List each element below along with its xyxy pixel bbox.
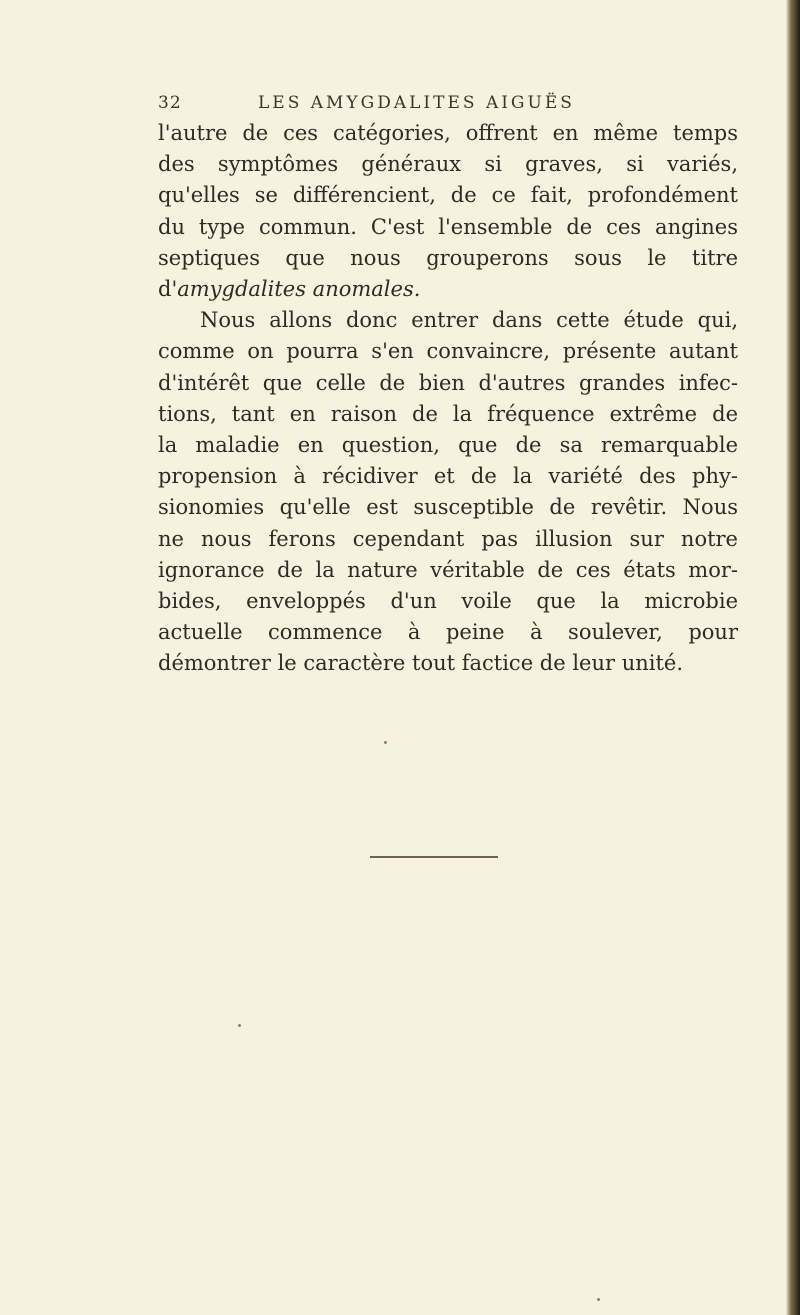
text-line: du type commun. C'est l'ensemble de ces angines — [158, 214, 738, 239]
text-line: la maladie en question, que de sa remarquable — [158, 433, 738, 458]
paper-speck — [384, 741, 387, 744]
text-fragment: d' — [158, 277, 178, 302]
text-line: démontrer le caractère tout factice de leur unité. — [158, 651, 684, 676]
text-line: d'intérêt que celle de bien d'autres grandes infec- — [158, 370, 738, 395]
text-line: ignorance de la nature véritable de ces états mor- — [158, 557, 738, 582]
text-line: ne nous ferons cependant pas illusion sur notre — [158, 526, 738, 551]
italic-term: amygdalites anomales. — [177, 277, 421, 302]
paragraph-2 — [158, 305, 738, 679]
running-title: LES AMYGDALITES AIGUËS — [258, 93, 575, 113]
text-line: tions, tant en raison de la fréquence extrême de — [158, 401, 738, 426]
text-line: bides, enveloppés d'un voile que la microbie — [158, 589, 738, 614]
text-line — [158, 274, 738, 305]
text-line: propension à récidiver et de la variété des phy- — [158, 464, 738, 489]
page-edge-shadow — [786, 0, 800, 1315]
text-line: actuelle commence à peine à soulever, pour — [158, 620, 738, 645]
text-line: qu'elles se différencient, de ce fait, profondément — [158, 183, 738, 208]
section-rule — [370, 856, 498, 858]
paragraph-1 — [158, 118, 738, 305]
text-line: des symptômes généraux si graves, si variés, — [158, 152, 738, 177]
text-line: comme on pourra s'en convaincre, présente autant — [158, 339, 738, 364]
page-number: 32 — [158, 93, 182, 113]
text-line: septiques que nous grouperons sous le titre — [158, 245, 738, 270]
text-line: Nous allons donc entrer dans cette étude qui, — [200, 308, 738, 333]
text-line: sionomies qu'elle est susceptible de revêtir. Nous — [158, 495, 738, 520]
body-text — [158, 118, 738, 680]
text-line: l'autre de ces catégories, offrent en même temps — [158, 121, 738, 145]
paper-speck — [238, 1024, 241, 1027]
paper-speck — [597, 1298, 600, 1301]
